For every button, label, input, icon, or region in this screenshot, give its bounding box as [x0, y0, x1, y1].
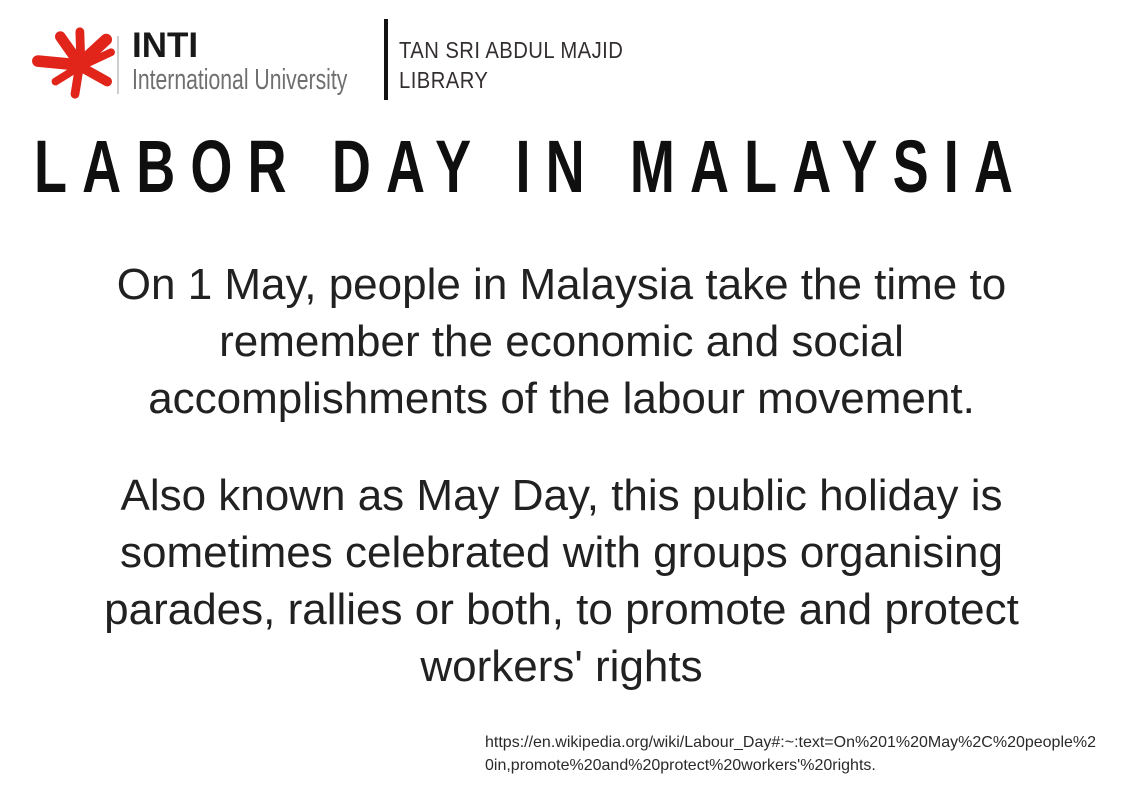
inti-star-icon	[30, 24, 118, 102]
paragraph-1-line1: On 1 May, people in Malaysia take the time to	[116, 260, 1007, 309]
paragraph-2-line3: parades, rallies or both, to promote and protect	[104, 585, 1019, 634]
source-citation	[485, 731, 1096, 777]
library-name-line1: TAN SRI ABDUL MAJID	[399, 37, 624, 63]
org-name: INTI	[132, 26, 199, 65]
paragraph-2-line4: workers' rights	[420, 642, 703, 691]
org-subtitle: International University	[132, 64, 348, 96]
paragraph-1	[0, 256, 1123, 427]
org-block	[132, 28, 427, 95]
paragraph-1-line2: remember the economic and social	[219, 317, 904, 366]
source-url-line1: https://en.wikipedia.org/wiki/Labour_Day#:~:text=On%201%20May%2C%20people%2	[485, 734, 1097, 751]
library-divider	[384, 19, 388, 100]
library-block	[399, 35, 623, 95]
logo-divider	[117, 36, 119, 94]
source-url-line2: 0in,promote%20and%20protect%20workers'%20rights.	[485, 757, 876, 774]
paragraph-1-line3: accomplishments of the labour movement.	[148, 374, 975, 423]
library-name-line2: LIBRARY	[399, 67, 489, 93]
paragraph-2-line2: sometimes celebrated with groups organising	[120, 528, 1003, 577]
slide-title: LABOR DAY IN MALAYSIA	[34, 125, 1028, 208]
paragraph-2	[0, 467, 1123, 695]
paragraph-2-line1: Also known as May Day, this public holiday is	[120, 471, 1003, 520]
